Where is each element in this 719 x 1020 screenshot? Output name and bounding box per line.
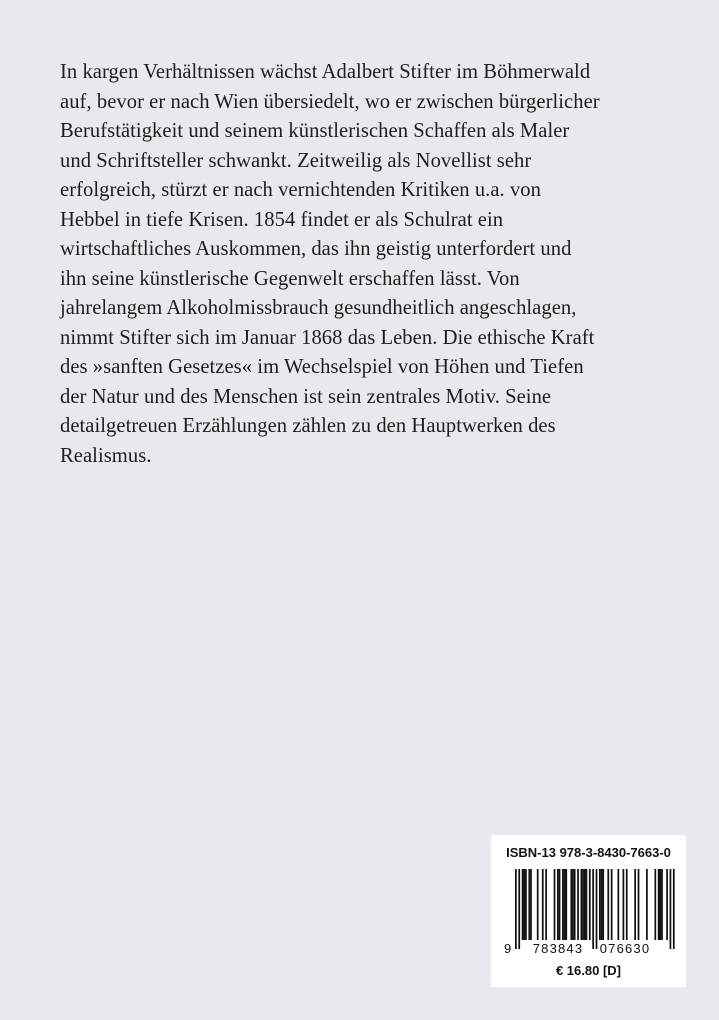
barcode-bar	[537, 869, 539, 940]
barcode-bar	[602, 869, 604, 940]
barcode-bar	[658, 869, 660, 940]
blurb-line: Berufstätigkeit und seinem künstlerischen Schaffen als Maler	[60, 120, 570, 142]
barcode-guard-bar	[518, 869, 520, 949]
barcode-first-digit: 9	[504, 941, 512, 956]
barcode-bar	[577, 869, 579, 940]
barcode-guard-bar	[596, 869, 598, 949]
barcode-bar	[646, 869, 648, 940]
barcode-bar	[623, 869, 625, 940]
barcode-bar	[584, 869, 586, 940]
barcode-bar	[545, 869, 547, 940]
barcode-bar	[554, 869, 556, 940]
barcode-bar	[589, 869, 591, 940]
barcode-bar	[626, 869, 628, 940]
barcode-left-digits: 783843	[532, 941, 584, 956]
blurb-line: Hebbel in tiefe Krisen. 1854 findet er als Schulrat ein	[60, 208, 504, 231]
blurb-line: jahrelangem Alkoholmissbrauch gesundheitlich angeschlagen,	[60, 297, 577, 319]
barcode-bar	[607, 869, 609, 940]
blurb-line: der Natur und des Menschen ist sein zentrales Motiv. Seine	[60, 385, 552, 408]
barcode-bar	[559, 869, 561, 940]
barcode-bar	[525, 869, 527, 940]
back-cover-blurb	[60, 58, 660, 471]
barcode-bar	[661, 869, 663, 940]
barcode-guard-bar	[592, 869, 594, 949]
barcode-bar	[570, 869, 572, 940]
blurb-line: des »sanften Gesetzes« im Wechselspiel von Höhen und Tiefen	[60, 356, 584, 378]
barcode-bar	[562, 869, 564, 940]
blurb-line: detailgetreuen Erzählungen zählen zu den Hauptwerken des	[60, 415, 556, 437]
barcode-bar	[638, 869, 640, 940]
barcode-bar	[586, 869, 588, 940]
barcode-bar	[523, 869, 525, 940]
barcode-bar	[528, 869, 530, 940]
barcode-bar	[617, 869, 619, 940]
blurb-line: erfolgreich, stürzt er nach vernichtenden Kritiken u.a. von	[60, 179, 541, 201]
blurb-line: nimmt Stifter sich im Januar 1868 das Leben. Die ethische Kraft	[60, 326, 595, 349]
barcode-guard-bar	[670, 869, 672, 949]
blurb-line: ihn seine künstlerische Gegenwelt erschaffen lässt. Von	[60, 267, 520, 290]
ean13-barcode	[501, 867, 676, 957]
barcode-bars	[515, 869, 675, 949]
barcode-bar	[601, 869, 603, 940]
barcode-bar	[659, 869, 661, 940]
isbn-number: ISBN-13 978-3-8430-7663-0	[506, 845, 671, 860]
barcode-guard-bar	[673, 869, 675, 949]
blurb-line: auf, bevor er nach Wien übersiedelt, wo er zwischen bürgerlicher	[60, 90, 600, 113]
barcode-bar	[581, 869, 583, 940]
barcode-bar	[522, 869, 524, 940]
barcode-bar	[654, 869, 656, 940]
barcode-bar	[557, 869, 559, 940]
barcode-bar	[572, 869, 574, 940]
price-label: € 16.80 [D]	[555, 963, 622, 978]
barcode-right-digits: 076630	[599, 941, 651, 956]
barcode-bar	[611, 869, 613, 940]
barcode-bar	[666, 869, 668, 940]
blurb-line: In kargen Verhältnissen wächst Adalbert Stifter im Böhmerwald	[60, 61, 591, 83]
barcode-bar	[582, 869, 584, 940]
barcode-guard-bar	[515, 869, 517, 949]
blurb-line: wirtschaftliches Auskommen, das ihn geistig unterfordert und	[60, 238, 572, 260]
blurb-line: und Schriftsteller schwankt. Zeitweilig als Novellist sehr	[60, 149, 532, 172]
barcode-bar	[564, 869, 566, 940]
barcode-bar	[634, 869, 636, 940]
isbn-barcode-label	[491, 835, 686, 987]
barcode-bar	[574, 869, 576, 940]
barcode-bar	[599, 869, 601, 940]
blurb-line: Realismus.	[60, 444, 152, 467]
barcode-bar	[565, 869, 567, 940]
barcode-bar	[530, 869, 532, 940]
barcode-bar	[542, 869, 544, 940]
